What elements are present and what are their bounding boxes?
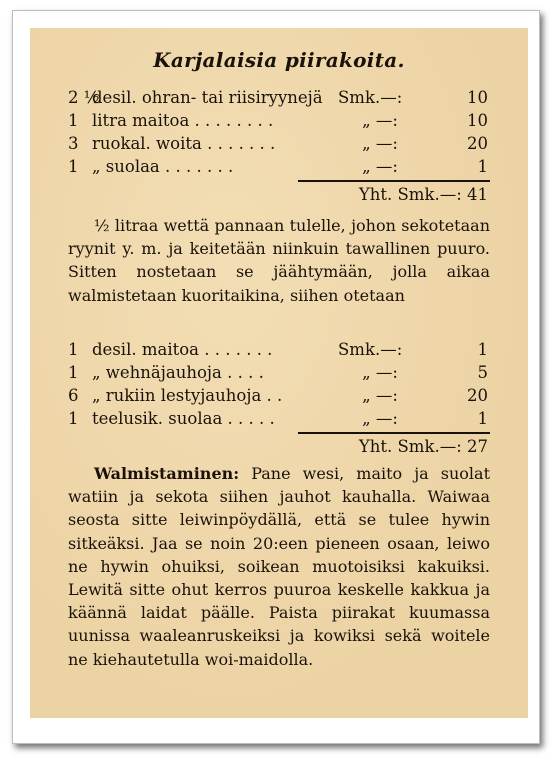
- row-unit: „ —:: [362, 134, 398, 153]
- row-description: teelusik. suolaa . . . . .: [92, 409, 275, 428]
- row-unit: „ —:: [362, 157, 398, 176]
- row-quantity: 1: [68, 340, 79, 359]
- table-row: [68, 384, 488, 407]
- row-price: 1: [477, 409, 488, 428]
- row-price: 10: [467, 111, 488, 130]
- table-row: [68, 155, 488, 178]
- total-line: Yht. Smk.—: 41: [358, 185, 488, 204]
- paragraph-text: Pane wesi, maito ja suolat watiin ja sekota siihen jauhot kauhalla. Waiwaa seosta sitte leiwinpöydällä, että se tulee hywin sitkeäksi. Jaa se noin 20:een pieneen osaan, leiwo ne hywin ohuiksi, soikean muotoisiksi kakuiksi. Lewitä sitte ohut kerros puuroa keskelle kakkua ja käännä laidat päälle. Paista piirakat kuumassa uunissa waaleanruskeiksi ja kowiksi sekä woitele ne kiehautetulla woi-maidolla.: [68, 464, 490, 669]
- row-quantity: 1: [68, 409, 79, 428]
- row-description: „ rukiin lestyjauhoja . .: [92, 386, 283, 405]
- row-description: ruokal. woita . . . . . . .: [92, 134, 276, 153]
- row-description: litra maitoa . . . . . . . .: [92, 111, 274, 130]
- row-price: 20: [467, 134, 488, 153]
- recipe-page: [30, 28, 528, 718]
- row-quantity: 1: [68, 363, 79, 382]
- row-description: „ wehnäjauhoja . . . .: [92, 363, 264, 382]
- row-quantity: 2 ½: [68, 88, 100, 107]
- row-unit: „ —:: [362, 111, 398, 130]
- row-unit: Smk.—:: [338, 88, 403, 107]
- row-description: desil. ohran- tai riisiryynejä: [92, 88, 323, 107]
- row-unit: Smk.—:: [338, 340, 403, 359]
- row-quantity: 1: [68, 157, 79, 176]
- table-row: [68, 109, 488, 132]
- instruction-paragraph-2: [68, 462, 490, 671]
- instruction-paragraph-1: ½ litraa wettä pannaan tulelle, johon sekotetaan ryynit y. m. ja keitetään niinkuin tawallinen puuro. Sitten nostetaan se jäähtymään, jolla aikaa walmistetaan kuoritaikina, siihen otetaan: [68, 216, 490, 305]
- row-quantity: 3: [68, 134, 79, 153]
- total-line: Yht. Smk.—: 27: [358, 437, 488, 456]
- row-unit: „ —:: [362, 409, 398, 428]
- row-price: 1: [477, 157, 488, 176]
- table-row: [68, 86, 488, 109]
- row-quantity: 1: [68, 111, 79, 130]
- row-price: 10: [467, 88, 488, 107]
- row-price: 1: [477, 340, 488, 359]
- table-row: [68, 407, 488, 430]
- row-unit: „ —:: [362, 386, 398, 405]
- table-row: [68, 361, 488, 384]
- table-row: [68, 338, 488, 361]
- paragraph-heading: Walmistaminen:: [94, 464, 240, 483]
- row-price: 20: [467, 386, 488, 405]
- row-quantity: 6: [68, 386, 79, 405]
- row-description: desil. maitoa . . . . . . .: [92, 340, 273, 359]
- row-unit: „ —:: [362, 363, 398, 382]
- page-title: Karjalaisia piirakoita.: [153, 48, 405, 72]
- row-description: „ suolaa . . . . . . .: [92, 157, 234, 176]
- ingredient-table-1: [68, 86, 488, 208]
- table-row: [68, 132, 488, 155]
- row-price: 5: [477, 363, 488, 382]
- ingredient-table-2: [68, 338, 488, 460]
